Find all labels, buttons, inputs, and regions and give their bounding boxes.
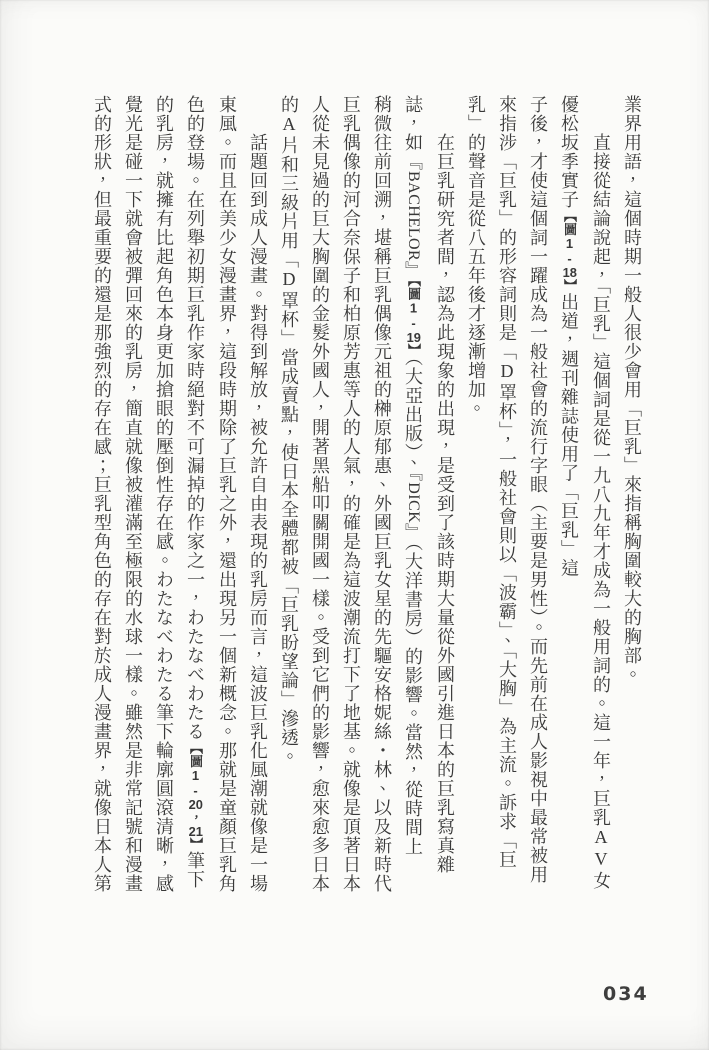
text-segment: 話題回到成人漫畫。對得到解放，被允許自由表現的乳房而言，這波巨乳化風潮就像是一場: [248, 133, 268, 893]
text-segment: 色的登場。在列舉初期巨乳作家時絕對不可漏掉的作家之一，わたなべわたる: [185, 95, 205, 741]
text-segment: 罩杯」，一般社會則以「波霸」、「大胸」為主流。訴求「巨: [497, 383, 517, 869]
text-column: [335, 95, 366, 917]
text-segment: 人從未見過的巨大胸圍的金髮外國人，開著黑船叩關開國一樣。受到它們的影響，愈來愈多日本: [310, 95, 330, 893]
page-number: 034: [603, 983, 649, 1005]
text-column: [366, 95, 397, 917]
figure-ref: 【圖: [562, 209, 577, 236]
text-segment: 在巨乳研究者間，認為此現象的出現，是受到了該時期大量從外國引進日本的巨乳寫真雜: [435, 133, 455, 874]
text-segment: 女: [591, 871, 611, 890]
text-column: [117, 95, 148, 917]
text-column: [179, 95, 211, 917]
text-segment: 式的形狀，但最重要的還是那強烈的存在感；巨乳型角色的存在對於成人漫畫界，就像日本人第: [92, 95, 112, 893]
text-column: [460, 95, 491, 917]
text-segment: 來指涉「巨乳」的形容詞則是「: [497, 95, 517, 361]
text-segment: 稍微往前回溯，堪稱巨乳偶像元祖的榊原郁惠、外國巨乳女星的先驅安格妮絲・林、以及新時代: [372, 95, 392, 893]
figure-ref: 】: [188, 837, 203, 851]
text-segment: 的乳房，就擁有比起角色本身更加搶眼的壓倒性存在感。わたなべわたる筆下輪廓圓滾清晰，感: [154, 95, 174, 893]
text-segment: 』（大洋書房）的影響。當然，從時間上: [403, 523, 423, 857]
text-column: [491, 95, 522, 917]
text-segment: A: [279, 114, 299, 136]
text-column: [429, 95, 460, 917]
text-segment: 東風。而且在美少女漫畫界，這段時期除了巨乳之外，還出現另一個新概念。那就是童顏巨乳角: [217, 95, 237, 893]
figure-ref: 】: [406, 343, 421, 358]
figure-ref: ，: [188, 811, 203, 825]
text-segment: 覺光是碰一下就會被彈回來的乳房，簡直就像被灌滿至極限的水球一樣。雖然是非常記號和漫畫: [123, 95, 143, 893]
text-segment: 優松坂季實子: [559, 95, 579, 209]
text-segment: 的: [279, 95, 299, 114]
text-column: [616, 95, 647, 917]
text-segment: 』: [403, 261, 423, 281]
text-segment: 筆下: [185, 851, 205, 889]
figure-ref: 21: [188, 824, 203, 838]
figure-ref: 【圖: [406, 280, 421, 301]
figure-ref: 1-: [188, 768, 203, 798]
text-column: [585, 95, 616, 917]
text-segment: 片和三級片用「: [279, 136, 299, 269]
text-segment: AV: [591, 827, 611, 871]
text-column: [86, 95, 117, 917]
text-segment: 子後，才使這個詞一躍成為一般社會的流行字眼（主要是男性）。而先前在成人影視中最常被用: [528, 95, 548, 884]
text-segment: 巨乳偶像的河合奈保子和柏原芳惠等人的人氣，的確是為這波潮流打下了地基。就像是頂著日本: [341, 95, 361, 893]
figure-ref: 1-: [562, 236, 577, 266]
text-column: [273, 95, 304, 917]
text-segment: D: [497, 361, 517, 383]
text-segment: 出道，週刊雜誌使用了「巨乳」這: [559, 292, 579, 578]
text-segment: 罩杯」當成賣點，使日本全體都被「巨乳盼望論」滲透。: [279, 291, 299, 766]
magazine-title: BACHELOR: [405, 171, 422, 262]
text-segment: D: [279, 269, 299, 291]
figure-ref: 1-: [406, 300, 421, 331]
text-column: [553, 95, 585, 917]
magazine-title: DICK: [405, 482, 422, 524]
text-column: [242, 95, 273, 917]
text-column: [522, 95, 553, 917]
figure-ref: 【圖: [188, 741, 203, 768]
figure-ref: 18: [562, 266, 577, 279]
text-column: [397, 95, 429, 917]
figure-ref: 19: [406, 330, 421, 344]
body-text: [86, 95, 647, 917]
text-segment: （大亞出版）、『: [403, 357, 423, 483]
text-segment: 業界用語，這個時期一般人很少會用「巨乳」來指稱胸圍較大的胸部。: [622, 95, 642, 684]
figure-ref: 】: [562, 279, 577, 293]
text-segment: 誌，如『: [403, 95, 423, 171]
text-segment: 乳」的聲音是從八五年後才逐漸增加。: [466, 95, 486, 418]
text-column: [211, 95, 242, 917]
text-column: [304, 95, 335, 917]
text-segment: 直接從結論說起，「巨乳」這個詞是從一九八九年才成為一般用詞的。這一年，巨乳: [591, 133, 611, 827]
text-column: [148, 95, 179, 917]
figure-ref: 20: [188, 798, 203, 811]
